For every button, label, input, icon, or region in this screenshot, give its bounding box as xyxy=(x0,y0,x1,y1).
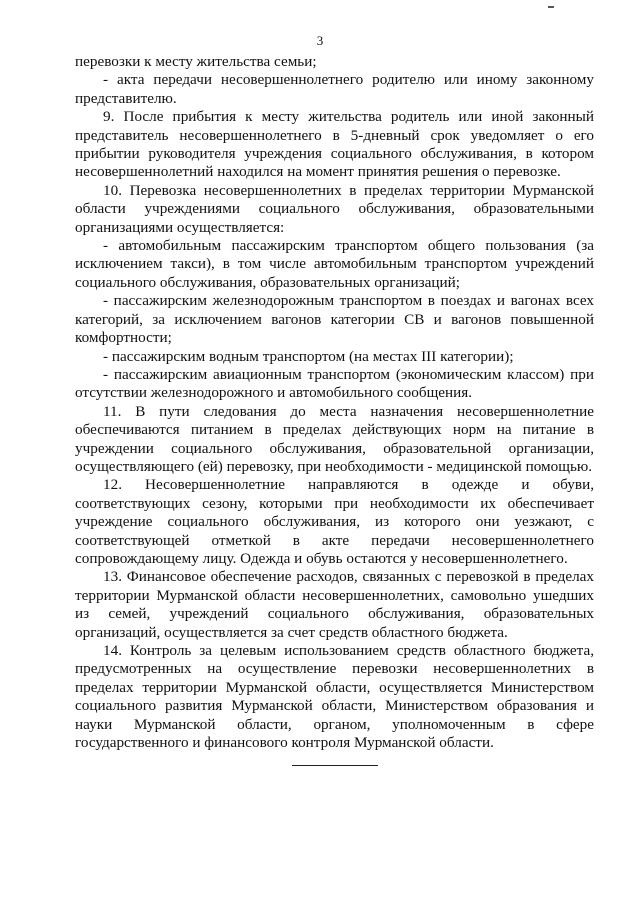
paragraph: 13. Финансовое обеспечение расходов, связанных с перевозкой в пределах территории Мурманской области несовершеннолетних, самовольно ушедших из семей, учреждений социального обслуживания, образовательных организаций, осуществляется за счет средств областного бюджета. xyxy=(75,568,594,641)
document-body xyxy=(75,53,594,752)
scan-mark xyxy=(548,6,554,8)
paragraph: 9. После прибытия к месту жительства родитель или иной законный представитель несовершеннолетнего в 5-дневный срок уведомляет о его прибытии руководителя учреждения социального обслуживания, в котором несовершеннолетний находился на момент принятия решения о перевозке. xyxy=(75,108,594,181)
paragraph: - пассажирским железнодорожным транспортом в поездах и вагонах всех категорий, за исключением вагонов категории СВ и вагонов повышенной комфортности; xyxy=(75,292,594,347)
paragraph: 14. Контроль за целевым использованием средств областного бюджета, предусмотренных на осуществление перевозки несовершеннолетних в пределах территории Мурманской области, осуществляется Министерством социального развития Мурманской области, Министерством образования и науки Мурманской области, органом, уполномоченным в сфере государственного и финансового контроля Мурманской области. xyxy=(75,642,594,752)
paragraph: 10. Перевозка несовершеннолетних в пределах территории Мурманской области учреждениями социального обслуживания, образовательными организациями осуществляется: xyxy=(75,181,594,236)
paragraph: 11. В пути следования до места назначения несовершеннолетние обеспечиваются питанием в пределах действующих норм на питание в учреждении социального обслуживания, образовательной организации, осуществляющего (ей) перевозку, при необходимости - медицинской помощью. xyxy=(75,402,594,475)
end-of-document-rule xyxy=(292,765,378,766)
paragraph: - автомобильным пассажирским транспортом общего пользования (за исключением такси), в том числе автомобильным транспортом учреждений социального обслуживания, образовательных организаций; xyxy=(75,237,594,291)
paragraph: - акта передачи несовершеннолетнего родителю или иному законному представителю. xyxy=(75,71,594,107)
paragraph: - пассажирским водным транспортом (на местах III категории); xyxy=(103,347,514,365)
paragraph: - пассажирским авиационным транспортом (экономическим классом) при отсутствии железнодорожного и автомобильного сообщения. xyxy=(75,365,594,402)
page-number: 3 xyxy=(316,33,324,48)
paragraph: перевозки к месту жительства семьи; xyxy=(75,53,317,70)
paragraph: 12. Несовершеннолетние направляются в одежде и обуви, соответствующих сезону, которыми при необходимости их обеспечивает учреждение социального обслуживания, из которого они уезжают, с соответствующей отметкой в акте передачи несовершеннолетнего сопровождающему лицу. Одежда и обувь остаются у несовершеннолетнего. xyxy=(75,476,594,567)
